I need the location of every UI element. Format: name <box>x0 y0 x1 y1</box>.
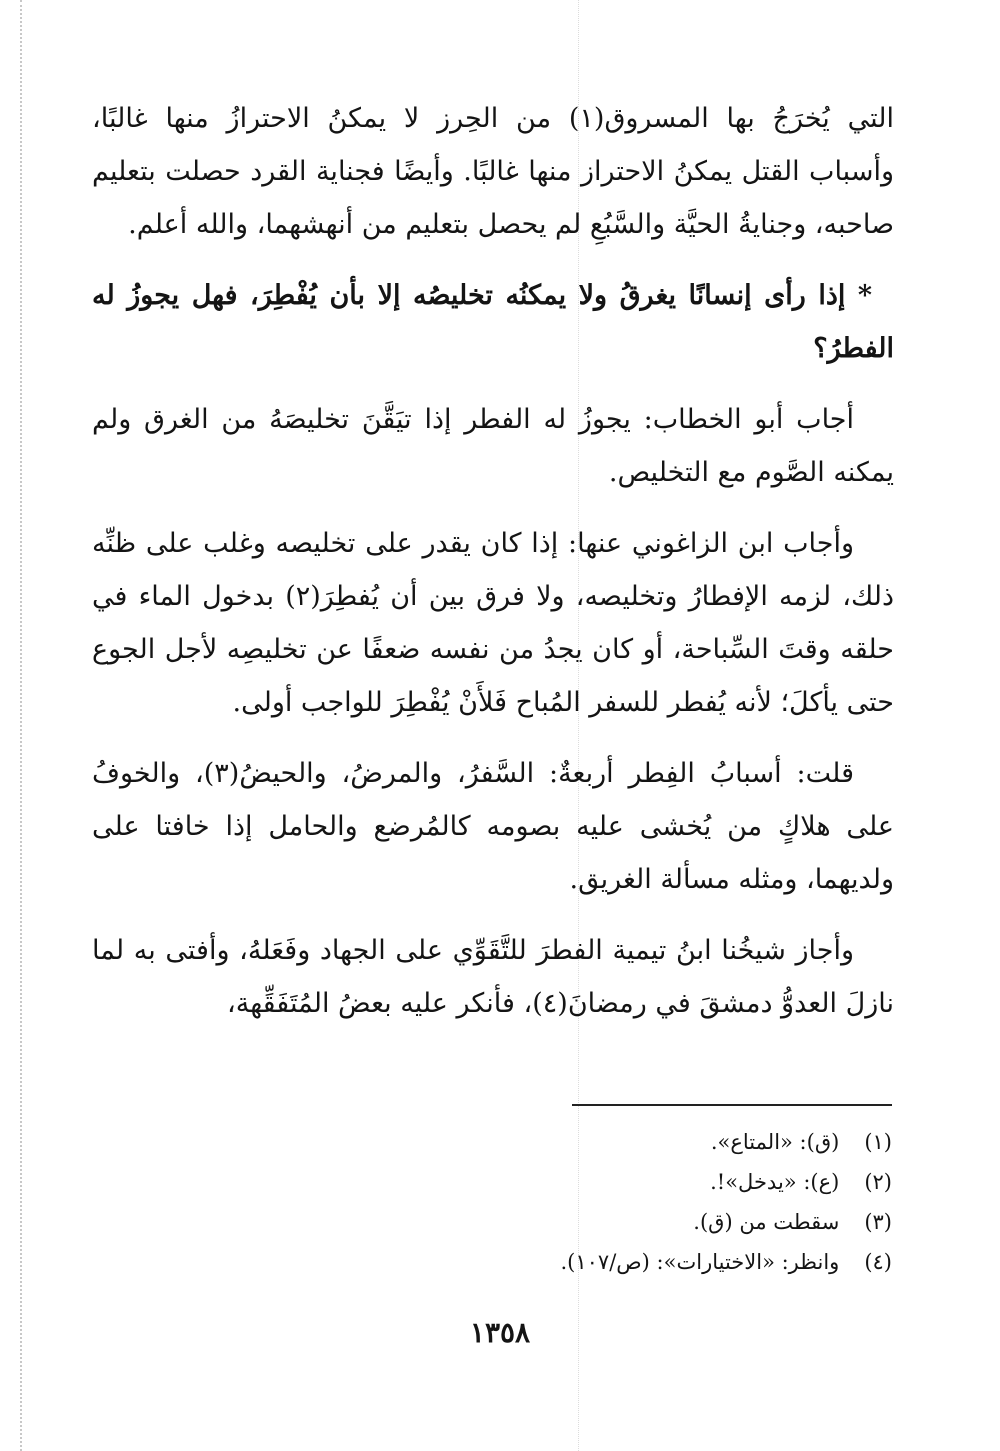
footnote-text: وانظر: «الاختيارات»: (ص/١٠٧). <box>560 1250 840 1274</box>
question-heading: * إذا رأى إنسانًا يغرقُ ولا يمكنُه تخليصُه إلا بأن يُفْطِرَ، فهل يجوزُ له الفطرُ؟ <box>92 280 894 364</box>
footnote-text: سقطت من (ق). <box>693 1210 840 1234</box>
footnote-text: (ق): «المتاع». <box>710 1130 840 1154</box>
footnote-number: (٢) <box>864 1170 892 1194</box>
footnote-number: (١) <box>864 1130 892 1154</box>
margin-dotted-rule <box>20 0 22 1451</box>
page-number: ١٣٥٨ <box>469 1316 531 1349</box>
footnote-number: (٣) <box>864 1210 892 1234</box>
paragraph-fitr-reasons: قلت: أسبابُ الفِطر أربعةٌ: السَّفرُ، والمرضُ، والحيضُ(٣)، والخوفُ على هلاكٍ من يُخشى عليه بصومه كالمُرضع والحامل إذا خافتا على ولديهما، ومثله مسألة الغريق. <box>92 758 894 895</box>
footnote-2 <box>300 1162 892 1202</box>
footnotes <box>300 1122 892 1282</box>
footnote-3 <box>300 1202 892 1242</box>
footnote-number: (٤) <box>864 1250 892 1274</box>
main-text <box>92 92 894 1048</box>
footnote-separator <box>572 1104 892 1106</box>
footnote-text: (ع): «يدخل»!. <box>710 1170 840 1194</box>
paragraph-continuation: التي يُخرَجُ بها المسروق(١) من الحِرز لا يمكنُ الاحترازُ منها غالبًا، وأسباب القتل يمكنُ الاحتراز منها غالبًا. وأيضًا فجناية القرد حصلت بتعليم صاحبه، وجنايةُ الحيَّة والسَّبُعِ لم يحصل بتعليم من أنهشهما، والله أعلم. <box>92 103 894 240</box>
footnote-4 <box>300 1242 892 1282</box>
footnote-1 <box>300 1122 892 1162</box>
paragraph-abu-alkhattab: أجاب أبو الخطاب: يجوزُ له الفطر إذا تيَقَّنَ تخليصَهُ من الغرق ولم يمكنه الصَّوم مع التخليص. <box>92 404 894 488</box>
paragraph-ibn-alzaghouni: وأجاب ابن الزاغوني عنها: إذا كان يقدر على تخليصه وغلب على ظنِّه ذلك، لزمه الإفطارُ وتخليصه، ولا فرق بين أن يُفطِرَ(٢) بدخول الماء في حلقه وقتَ السِّباحة، أو كان يجدُ من نفسه ضعفًا عن تخليصِه لأجل الجوع حتى يأكلَ؛ لأنه يُفطر للسفر المُباح فَلأَنْ يُفْطِرَ للواجب أولى. <box>92 528 894 718</box>
paragraph-ibn-taymiyya: وأجاز شيخُنا ابنُ تيمية الفطرَ للتَّقَوِّي على الجهاد وفَعَلهُ، وأفتى به لما نازلَ العدوُّ دمشقَ في رمضانَ(٤)، فأنكر عليه بعضُ المُتَفَقِّهة، <box>92 935 894 1019</box>
